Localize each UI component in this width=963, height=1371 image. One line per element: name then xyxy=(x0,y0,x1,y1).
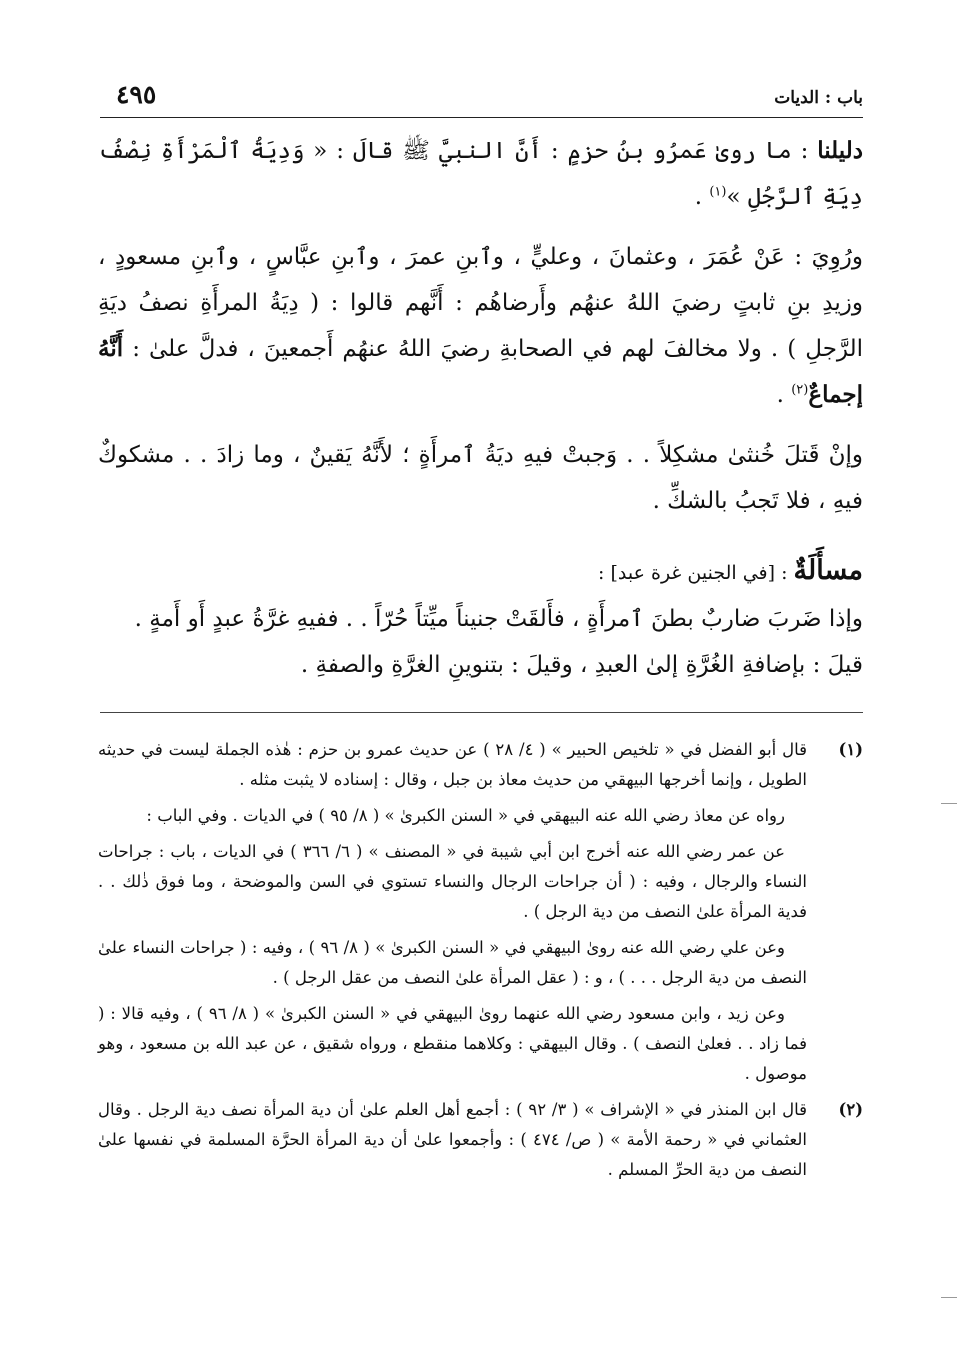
paragraph-reading: قيلَ : بإضافةِ الغُرَّةِ إلىٰ العبدِ ، وقيلَ : بتنوينِ الغرَّةِ والصفةِ . xyxy=(300,652,863,678)
issue-title: مسأَلَةٌ xyxy=(793,555,863,586)
paragraph-hermaphrodite: وإنْ قَتلَ خُنثىٰ مشكِلاً . . وَجبتْ فيهِ ديَةُ ٱمرأَةٍ ؛ لأَنَّهُ يَقينٌ ، وما زادَ . . مشكوكٌ فيهِ ، فلا تَجبُ بالشكِّ . xyxy=(98,442,863,514)
companions-end: . xyxy=(776,382,792,408)
main-text xyxy=(98,128,863,702)
paragraph-fetus: وإذا ضَربَ ضاربٌ بطنَ ٱمرأَةٍ ، فأَلقَتْ جنيناً ميِّتاً حُرّاً . . ففيهِ غرَّةُ عبدٍ أَو أَمةٍ . xyxy=(134,606,863,632)
paragraph-companions xyxy=(98,234,863,418)
footnote-ref-1[interactable]: (١) xyxy=(709,184,727,200)
footnote-paragraph: وعن علي رضي الله عنه روىٰ البيهقي في « السنن الكبرىٰ » ( ٨/ ٩٦ ) ، وفيه : ( جراحات النساء علىٰ النصف من دية الرجل . . . ) ، و : ( عقل المرأة علىٰ النصف من عقل الرجل ) . xyxy=(98,938,807,987)
evidence-label: دليلنا xyxy=(817,137,863,164)
issue-heading xyxy=(98,548,863,596)
issue-subtitle: : [في الجنين غرة عبد] : xyxy=(598,562,794,584)
footnote-number: (١) xyxy=(838,740,863,759)
evidence-text: : ما روىٰ عَمرُو بنُ حزمٍ : أَنَّ النبيَّ ﷺ قالَ : « وَدِيَةُ ٱلْمَرْأَةِ نِصْفُ دِيَةِ ٱلرَّجُلِ » xyxy=(98,138,863,210)
footnote-paragraph: قال أبو الفضل في « تلخيص الحبير » ( ٤/ ٢٨ ) عن حديث عمرو بن حزم : هٰذه الجملة ليست في حديثه الطويل ، وإنما أخرجها البيهقي من حديث معاذ بن جبل ، وقال : إسناده لا يثبت مثله . xyxy=(98,740,808,789)
footnote-number: (٢) xyxy=(838,1100,863,1119)
consensus-phrase: أَنَّهُ إجماعٌ xyxy=(98,335,863,408)
footnote-paragraph: قال ابن المنذر في « الإشراف » ( ٣/ ٩٢ ) : أجمع أهل العلم علىٰ أن دية المرأة نصف دية الرجل . وقال العثماني في « رحمة الأمة » ( ص/ ٤٧٤ ) : وأجمعوا علىٰ أن دية المرأة الحرَّة المسلمة في نفسها علىٰ النصف من دية الحرِّ المسلم . xyxy=(98,1100,807,1179)
footnote-separator xyxy=(100,712,863,713)
footnote-ref-2[interactable]: (٢) xyxy=(791,382,809,398)
margin-mark xyxy=(941,1297,957,1298)
page-header xyxy=(100,80,863,114)
header-rule xyxy=(100,117,863,118)
evidence-end: . xyxy=(694,184,710,210)
footnote-paragraph: عن عمر رضي الله عنه أخرج ابن أبي شيبة في « المصنف » ( ٦/ ٣٦٦ ) في الديات ، باب : جراحات النساء والرجال ، وفيه : ( أن جراحات الرجال والنساء تستوي في السن والموضحة ، وما فوق ذٰلك . . فدية المرأة علىٰ النصف من دية الرجل ) . xyxy=(98,842,807,921)
footnote-1 xyxy=(98,735,863,1089)
running-head: باب : الديات xyxy=(774,88,863,108)
margin-mark xyxy=(941,803,957,804)
paragraph-evidence xyxy=(98,128,863,220)
footnotes xyxy=(98,735,863,1191)
footnote-paragraph: رواه عن معاذ رضي الله عنه البيهقي في « السنن الكبرىٰ » ( ٨/ ٩٥ ) في الديات . وفي الباب : xyxy=(146,806,785,825)
footnote-paragraph: وعن زيد ، وابن مسعود رضي الله عنهما روىٰ البيهقي في « السنن الكبرىٰ » ( ٨/ ٩٦ ) ، وفيه قالا : ( فما زاد . . فعلىٰ النصف ) . وقال البيهقي : وكلاهما منقطع ، ورواه شقيق ، عن عبد الله بن مسعود ، وهو موصول . xyxy=(98,1004,807,1083)
companions-text: ورُوِيَ : عَنْ عُمَرَ ، وعثمانَ ، وعليٍّ ، وٱبنِ عمرَ ، وٱبنِ عبَّاسٍ ، وٱبنِ مسعودٍ ، وزيدِ بنِ ثابتٍ رضيَ اللهُ عنهُم وأَرضاهُم : أَنَّهم قالوا : ( دِيَةُ المرأَةِ نصفُ ديَةِ الرَّجلِ ) . ولا مخالفَ لهم في الصحابةِ رضيَ اللهُ عنهُم أَجمعينَ ، فدلَّ علىٰ : xyxy=(98,244,863,362)
page-number: ٤٩٥ xyxy=(116,80,157,109)
footnote-2 xyxy=(98,1095,863,1185)
